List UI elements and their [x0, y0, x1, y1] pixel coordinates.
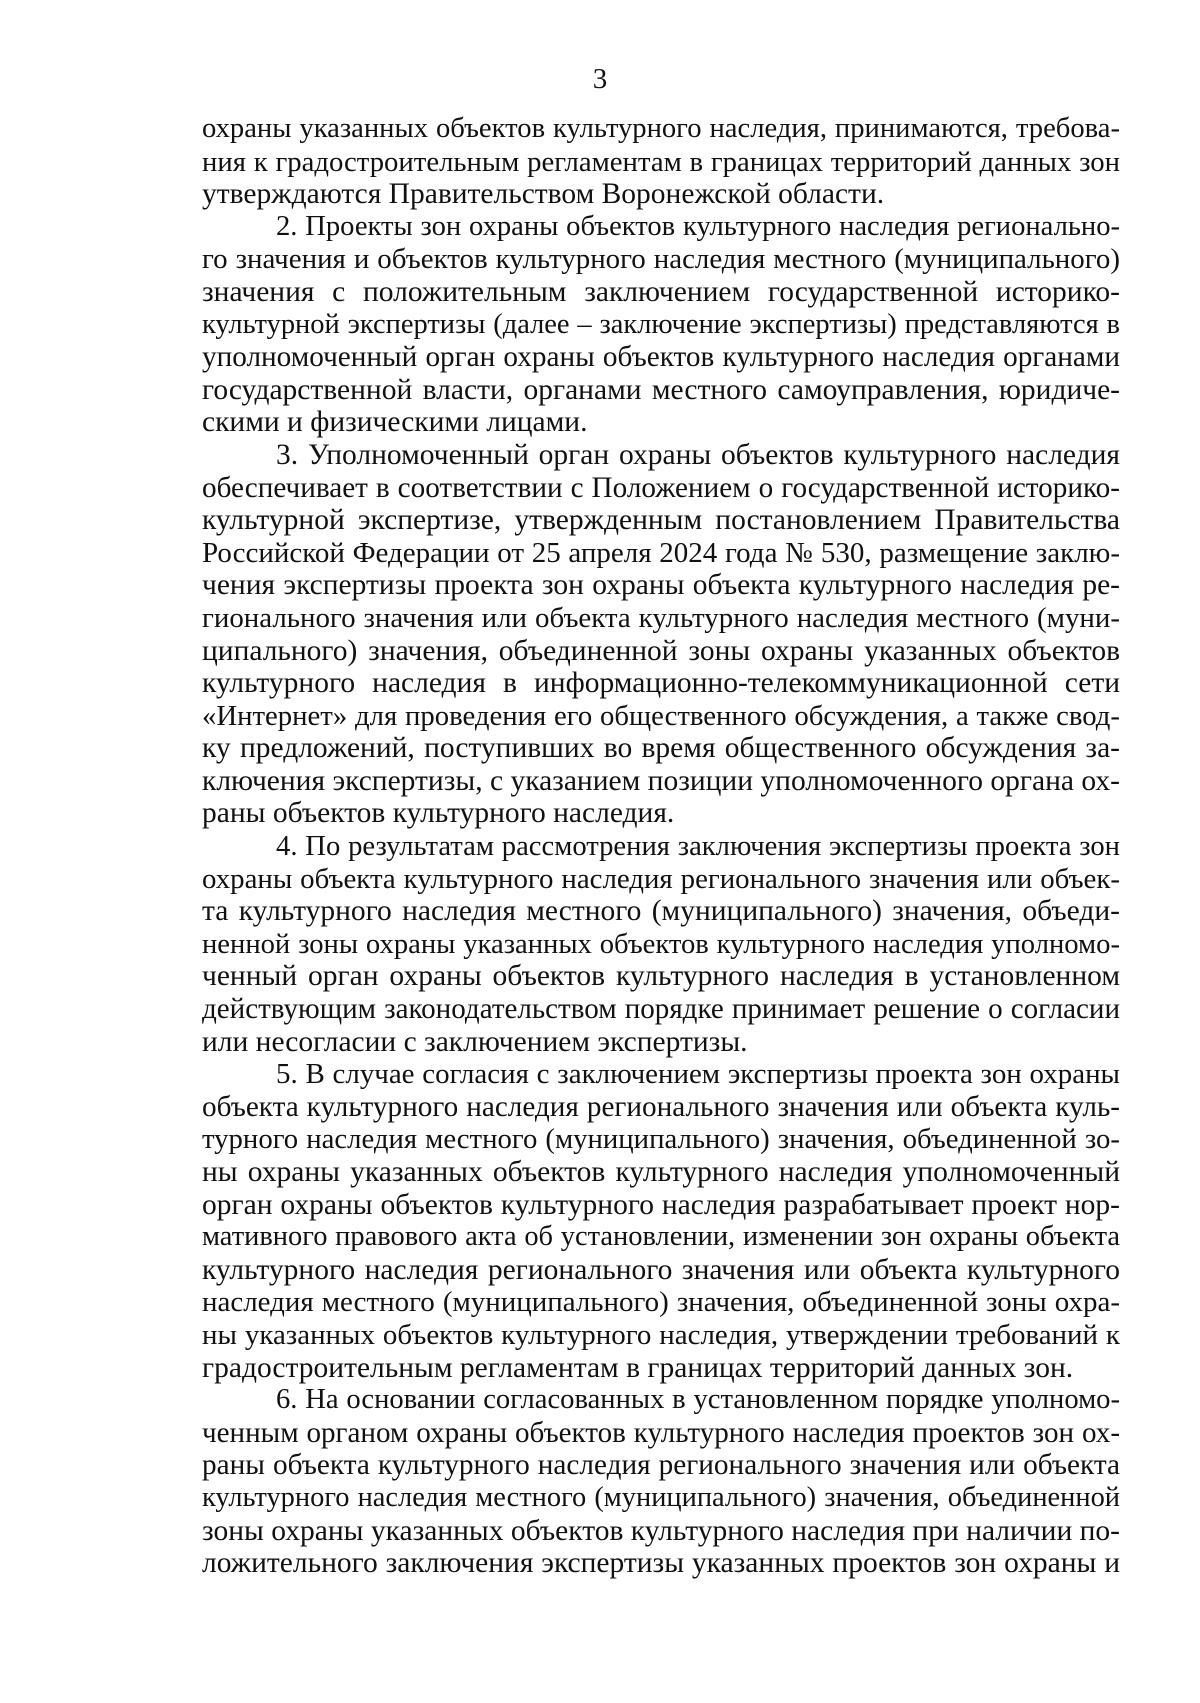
text-line: «Интернет» для проведения его общественного обсуждения, а также свод-	[202, 699, 1120, 732]
text-line: скими и физическими лицами.	[202, 406, 588, 439]
text-line: раны объекта культурного наследия регионального значения или объекта	[202, 1449, 1120, 1482]
page-number: 3	[592, 63, 608, 95]
text-line: 6. На основании согласованных в установленном порядке уполномо-	[276, 1384, 1120, 1416]
text-line: культурного наследия регионального значения или объекта культурного	[202, 1253, 1120, 1286]
text-line: Российской Федерации от 25 апреля 2024 года № 530, размещение заклю-	[202, 536, 1120, 569]
text-line: культурной экспертизы (далее – заключение экспертизы) представляются в	[202, 308, 1120, 340]
text-line: культурной экспертизе, утвержденным постановлением Правительства	[202, 504, 1120, 537]
text-line: 2. Проекты зон охраны объектов культурного наследия регионально-	[276, 210, 1120, 242]
text-line: культурного наследия в информационно-телекоммуникационной сети	[202, 667, 1120, 700]
text-line: ненной зоны охраны указанных объектов культурного наследия уполномо-	[202, 927, 1120, 960]
text-line: утверждаются Правительством Воронежской области.	[202, 178, 885, 211]
text-line: та культурного наследия местного (муниципального) значения, объеди-	[202, 895, 1120, 928]
text-line: охраны указанных объектов культурного наследия, принимаются, требова-	[202, 113, 1120, 144]
text-line: раны объектов культурного наследия.	[202, 797, 675, 830]
text-line: ку предложений, поступивших во время общественного обсуждения за-	[202, 732, 1120, 765]
text-line: 4. По результатам рассмотрения заключения экспертизы проекта зон	[276, 830, 1120, 863]
text-line: или несогласии с заключением экспертизы.	[202, 1025, 748, 1058]
text-line: градостроительным регламентам в границах территорий данных зон.	[202, 1351, 1074, 1384]
text-line: ны указанных объектов культурного наследия, утверждении требований к	[202, 1318, 1120, 1351]
text-line: гионального значения или объекта культурного наследия местного (муни-	[202, 601, 1120, 634]
text-line: культурного наследия местного (муниципального) значения, объединенной	[202, 1481, 1120, 1513]
text-line: ципального) значения, объединенной зоны охраны указанных объектов	[202, 634, 1120, 667]
text-line: ния к градостроительным регламентам в границах территорий данных зон	[202, 145, 1120, 178]
text-line: значения с положительным заключением государственной историко-	[202, 275, 1120, 308]
text-line: ченным органом охраны объектов культурного наследия проектов зон ох-	[202, 1416, 1120, 1449]
text-line: орган охраны объектов культурного наследия разрабатывает проект нор-	[202, 1188, 1120, 1221]
text-line: обеспечивает в соответствии с Положением о государственной историко-	[202, 471, 1120, 504]
text-line: го значения и объектов культурного наследия местного (муниципального)	[202, 243, 1120, 276]
text-line: турного наследия местного (муниципального) значения, объединенной зо-	[202, 1123, 1120, 1156]
text-line: уполномоченный орган охраны объектов культурного наследия органами	[202, 341, 1120, 374]
document-body	[202, 113, 1120, 1580]
text-line: ны охраны указанных объектов культурного наследия уполномоченный	[202, 1156, 1120, 1188]
text-line: ложительного заключения экспертизы указанных проектов зон охраны и	[202, 1547, 1120, 1580]
text-line: чения экспертизы проекта зон охраны объекта культурного наследия ре-	[202, 569, 1120, 602]
text-line: 5. В случае согласия с заключением экспертизы проекта зон охраны	[276, 1058, 1120, 1091]
text-line: наследия местного (муниципального) значения, объединенной зоны охра-	[202, 1286, 1120, 1319]
text-line: 3. Уполномоченный орган охраны объектов культурного наследия	[276, 438, 1120, 471]
text-line: зоны охраны указанных объектов культурного наследия при наличии по-	[202, 1514, 1120, 1547]
text-line: государственной власти, органами местного самоуправления, юридиче-	[202, 373, 1120, 406]
text-line: охраны объекта культурного наследия регионального значения или объек-	[202, 862, 1120, 895]
text-line: мативного правового акта об установлении, изменении зон охраны объекта	[202, 1221, 1120, 1253]
text-line: действующим законодательством порядке принимает решение о согласии	[202, 993, 1120, 1026]
text-line: ключения экспертизы, с указанием позиции уполномоченного органа ох-	[202, 764, 1120, 797]
text-line: объекта культурного наследия регионального значения или объекта куль-	[202, 1090, 1120, 1123]
text-line: ченный орган охраны объектов культурного наследия в установленном	[202, 960, 1120, 993]
